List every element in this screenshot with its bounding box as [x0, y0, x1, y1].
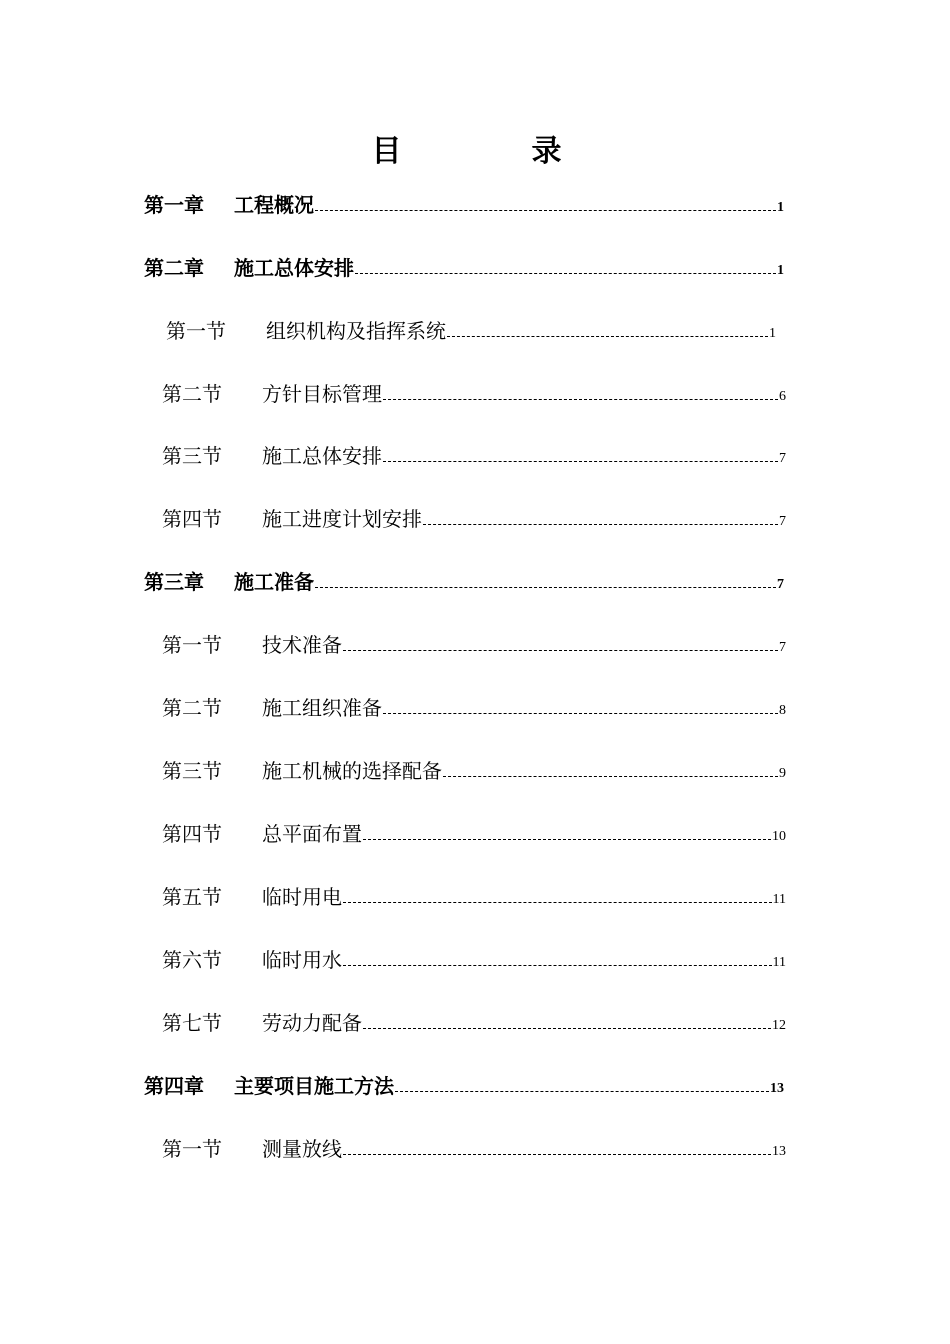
toc-entry-page: 9 [779, 766, 786, 781]
toc-entry-section[interactable] [162, 940, 786, 974]
toc-entry-page: 10 [772, 829, 786, 844]
dotted-leader [363, 838, 771, 840]
toc-title: 目 录 [371, 134, 612, 169]
dotted-leader [315, 209, 776, 211]
toc-entry-title: 施工总体安排 [234, 256, 354, 280]
toc-entry-number: 第三章 [144, 570, 204, 594]
toc-entry-page: 11 [772, 955, 786, 970]
toc-entry-title: 施工总体安排 [262, 444, 382, 468]
dotted-leader [355, 272, 776, 274]
toc-entry-section[interactable] [162, 1129, 786, 1163]
toc-entry-number: 第四节 [162, 822, 222, 846]
toc-entry-page: 13 [772, 1144, 786, 1159]
toc-entry-title: 技术准备 [262, 633, 342, 657]
toc-entry-title: 工程概况 [234, 193, 314, 217]
dotted-leader [447, 335, 768, 337]
toc-entry-title: 测量放线 [262, 1137, 342, 1161]
toc-entry-page: 7 [779, 514, 786, 529]
toc-entry-title: 组织机构及指挥系统 [266, 319, 446, 343]
toc-entry-number: 第二节 [162, 382, 222, 406]
toc-entry-page: 13 [770, 1081, 784, 1096]
dotted-leader [423, 523, 778, 525]
toc-entry-page: 12 [772, 1018, 786, 1033]
toc-entry-number: 第一节 [162, 1137, 222, 1161]
toc-entry-section[interactable] [162, 751, 786, 785]
toc-entry-page: 11 [772, 892, 786, 907]
toc-entry-section[interactable] [166, 311, 776, 345]
dotted-leader [383, 398, 778, 400]
toc-entry-title: 方针目标管理 [262, 382, 382, 406]
toc-entry-chapter[interactable] [144, 1066, 784, 1100]
dotted-leader [383, 460, 778, 462]
dotted-leader [383, 712, 778, 714]
dotted-leader [343, 901, 772, 903]
toc-entry-section[interactable] [162, 625, 786, 659]
dotted-leader [343, 964, 772, 966]
toc-entry-section[interactable] [162, 877, 786, 911]
toc-entry-page: 7 [779, 640, 786, 655]
toc-entry-title: 施工组织准备 [262, 696, 382, 720]
toc-entry-title: 施工机械的选择配备 [262, 759, 442, 783]
toc-entry-number: 第四章 [144, 1074, 204, 1098]
toc-entry-number: 第三节 [162, 759, 222, 783]
toc-entry-page: 7 [779, 451, 786, 466]
toc-entry-section[interactable] [162, 814, 786, 848]
toc-entry-title: 临时用水 [262, 948, 342, 972]
toc-entry-page: 1 [777, 263, 784, 278]
toc-entry-section[interactable] [162, 436, 786, 470]
toc-entry-section[interactable] [162, 374, 786, 408]
toc-entry-page: 7 [777, 577, 784, 592]
toc-entry-title: 主要项目施工方法 [234, 1074, 394, 1098]
toc-entry-page: 1 [777, 200, 784, 215]
toc-entry-section[interactable] [162, 688, 786, 722]
toc-entry-number: 第一节 [162, 633, 222, 657]
toc-entry-title: 劳动力配备 [262, 1011, 362, 1035]
dotted-leader [443, 775, 778, 777]
dotted-leader [343, 1153, 771, 1155]
dotted-leader [315, 586, 776, 588]
toc-entry-number: 第一章 [144, 193, 204, 217]
toc-entry-number: 第三节 [162, 444, 222, 468]
toc-entry-section[interactable] [162, 499, 786, 533]
toc-entry-number: 第七节 [162, 1011, 222, 1035]
dotted-leader [343, 649, 778, 651]
toc-entry-number: 第二章 [144, 256, 204, 280]
dotted-leader [395, 1090, 769, 1092]
toc-entry-number: 第一节 [166, 319, 226, 343]
toc-entry-chapter[interactable] [144, 562, 784, 596]
toc-entry-number: 第六节 [162, 948, 222, 972]
toc-entry-number: 第四节 [162, 507, 222, 531]
toc-entry-title: 总平面布置 [262, 822, 362, 846]
toc-entry-title: 施工进度计划安排 [262, 507, 422, 531]
toc-entry-page: 1 [769, 326, 776, 341]
toc-entry-chapter[interactable] [144, 248, 784, 282]
dotted-leader [363, 1027, 771, 1029]
toc-entry-section[interactable] [162, 1003, 786, 1037]
toc-entry-chapter[interactable] [144, 185, 784, 219]
toc-entry-title: 临时用电 [262, 885, 342, 909]
toc-entry-title: 施工准备 [234, 570, 314, 594]
toc-entry-page: 6 [779, 389, 786, 404]
toc-entry-number: 第二节 [162, 696, 222, 720]
toc-entry-number: 第五节 [162, 885, 222, 909]
toc-entry-page: 8 [779, 703, 786, 718]
